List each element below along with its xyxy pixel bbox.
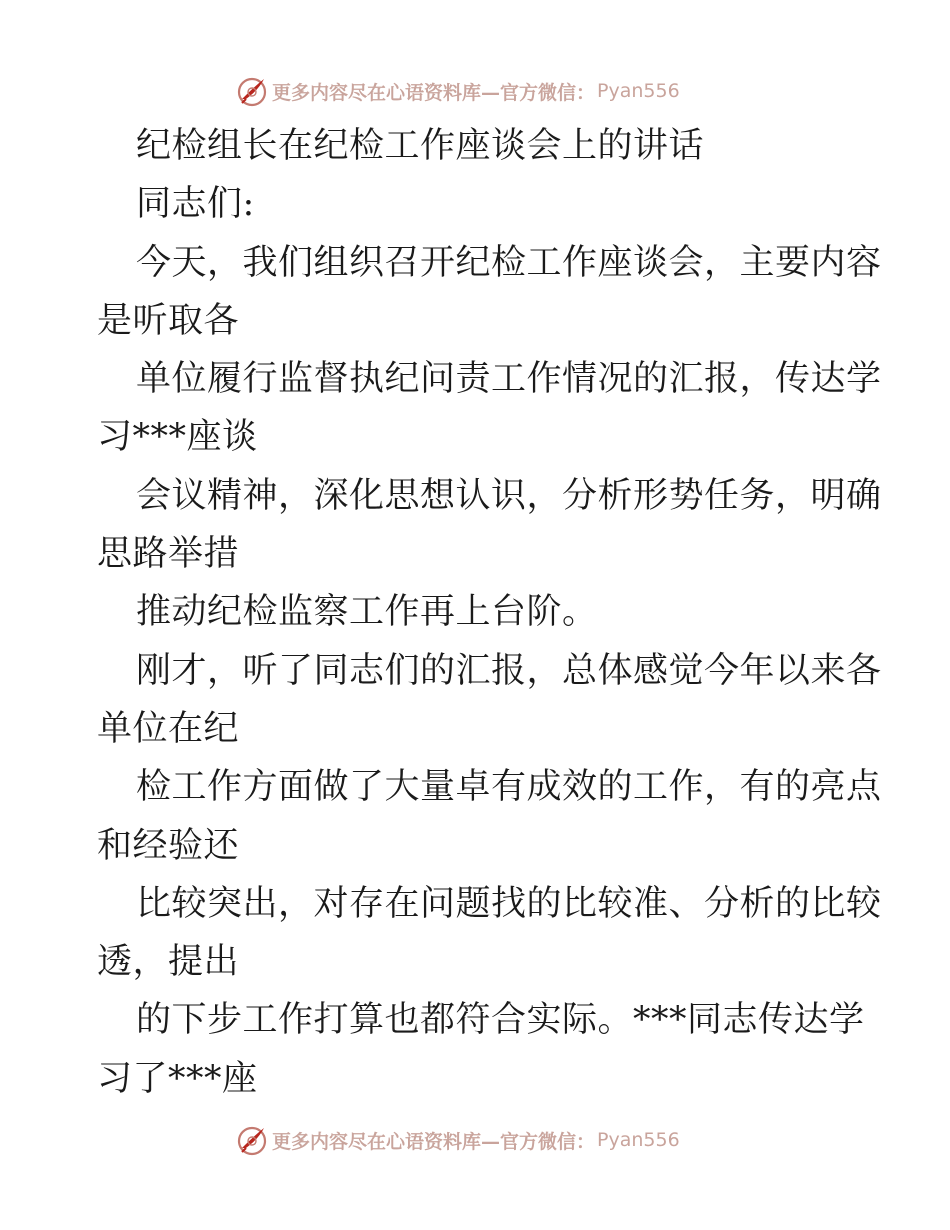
text-line: 检工作方面做了大量卓有成效的工作，有的亮点 [136,767,882,808]
text-line: 推动纪检监察工作再上台阶。 [136,592,598,633]
quill-logo-icon [236,1124,268,1156]
text-line: 习***座谈 [97,417,258,458]
text-line: 是听取各 [97,300,240,341]
watermark-text: 更多内容尽在心语资料库—官方微信： [272,1130,596,1153]
watermark-wechat-id: Pyan556 [597,1129,680,1151]
text-line: 会议精神，深化思想认识，分析形势任务，明确 [136,475,882,516]
text-line: 单位在纪 [97,708,240,749]
text-line: 习了***座 [97,1058,258,1099]
text-line: 单位履行监督执纪问责工作情况的汇报，传达学 [136,359,882,400]
document-body [97,124,882,1115]
quill-logo-icon [236,75,268,107]
header-watermark [236,73,680,109]
text-line: 刚才，听了同志们的汇报，总体感觉今年以来各 [136,650,882,691]
watermark-wechat-id: Pyan556 [597,80,680,102]
text-line: 透，提出 [97,942,240,983]
text-line: 的下步工作打算也都符合实际。***同志传达学 [136,1000,865,1041]
text-line: 今天，我们组织召开纪检工作座谈会，主要内容 [136,242,882,283]
document-title: 纪检组长在纪检工作座谈会上的讲话 [136,126,705,166]
text-line: 比较突出，对存在问题找的比较准、分析的比较 [136,883,882,924]
watermark-text: 更多内容尽在心语资料库—官方微信： [272,81,596,104]
footer-watermark [236,1122,680,1158]
salutation: 同志们: [136,184,255,225]
text-line: 思路举措 [97,534,240,575]
text-line: 和经验还 [97,825,240,866]
